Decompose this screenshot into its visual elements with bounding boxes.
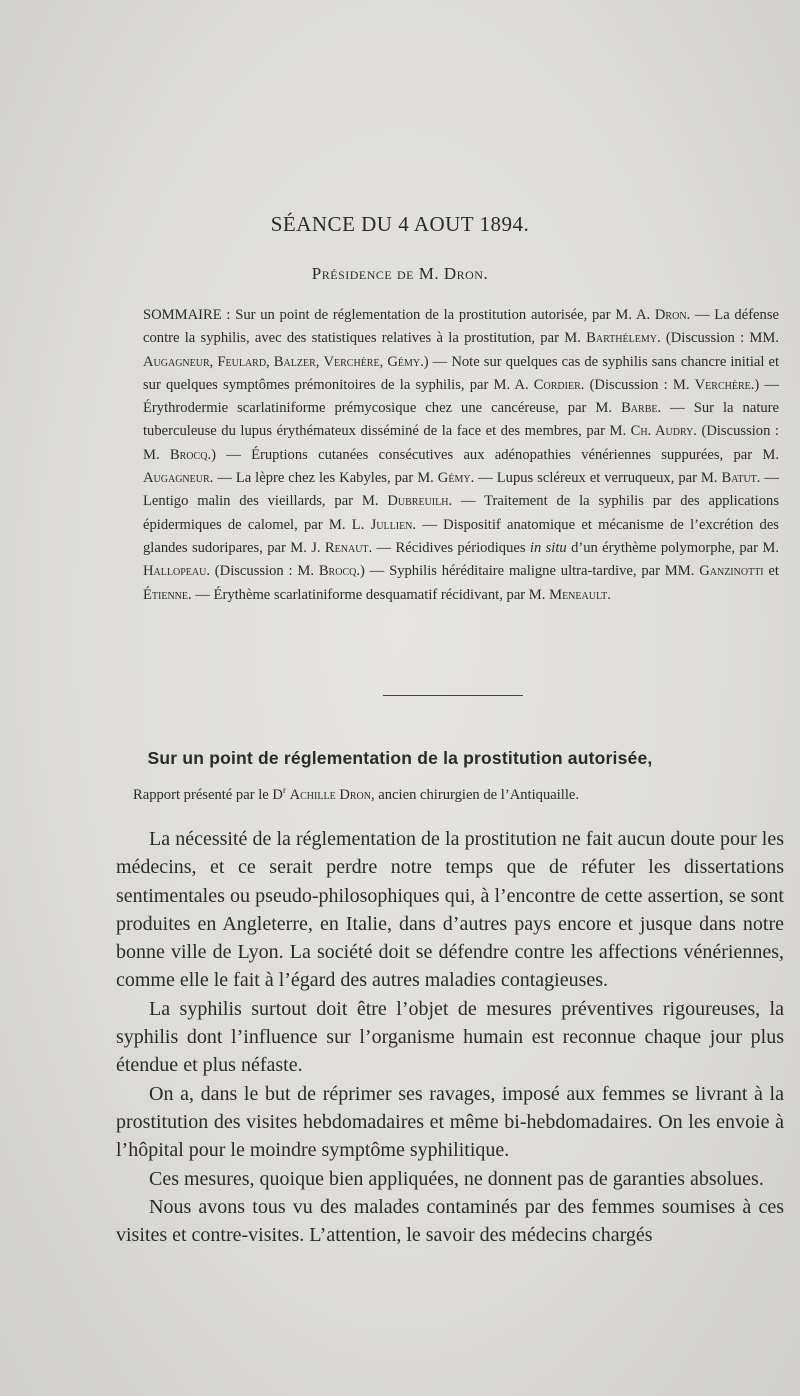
sommaire-text: . — La lèpre chez les Kabyles, par M.	[209, 470, 438, 487]
sommaire-text: SOMMAIRE : Sur un point de réglementation de la prostitution autorisée, par M. A.	[143, 307, 655, 323]
author-name: Brocq	[318, 563, 357, 580]
sommaire-text: . — Lentigo malin des vieillards, par M.	[143, 470, 780, 510]
sommaire-text: ,	[266, 353, 274, 370]
article-body	[116, 825, 784, 1249]
author-name: Feulard	[217, 353, 267, 370]
sommaire-text: d’un érythème polymorphe, par M.	[566, 539, 779, 556]
author-name: Augagneur	[143, 353, 210, 370]
author-name: Barbe	[621, 400, 658, 417]
author-name: Balzer	[273, 353, 316, 370]
author-name: Verchère	[694, 376, 751, 393]
author-name: Renaut	[324, 539, 369, 556]
author-name: Dron	[654, 307, 687, 323]
sommaire-text: ,	[379, 353, 388, 370]
body-paragraph: On a, dans le but de réprimer ses ravages, imposé aux femmes se livrant à la prostitution des visites hebdomadaires et même bi-hebdomadaires. On les envoie à l’hôpital pour le moindre symptôme syphilitique.	[116, 1082, 784, 1162]
author-name: Augagneur	[143, 470, 210, 487]
body-paragraph: Ces mesures, quoique bien appliquées, ne donnent pas de garanties absolues.	[149, 1167, 764, 1190]
sommaire-paragraph	[143, 304, 779, 607]
section-divider	[383, 695, 523, 696]
sommaire-text: .) — Note sur quelques cas de syphilis sans chancre initial et sur quelques symptômes prémonitoires de la syphilis, par M. A.	[143, 353, 780, 393]
sommaire-text: . (Discussion : MM.	[656, 330, 780, 347]
rapport-prefix: Rapport présenté par le D	[133, 786, 283, 803]
sommaire-text: . — Sur la nature tuberculeuse du lupus érythémateux disséminé de la face et des membres, par M.	[143, 400, 780, 440]
author-name: Barthélemy	[586, 330, 657, 347]
presidence-line: Présidence de M. Dron.	[311, 264, 489, 283]
sommaire-text: . (Discussion : M.	[580, 376, 695, 393]
article-title: Sur un point de réglementation de la prostitution autorisée,	[147, 748, 653, 768]
session-title: SÉANCE DU 4 AOUT 1894.	[270, 212, 530, 236]
sommaire-text: . — Lupus scléreux et verruqueux, par M.	[470, 470, 722, 487]
body-paragraph: Nous avons tous vu des malades contaminés par des femmes soumises à ces visites et contre-visites. L’attention, le savoir des médecins chargés	[116, 1195, 784, 1247]
sommaire-text: .	[607, 586, 611, 603]
author-name: Gémy	[437, 470, 471, 487]
author-name: Étienne	[143, 586, 189, 603]
sommaire-text: .) — Éruptions cutanées consécutives aux adénopathies vénériennes suppurées, par M.	[207, 446, 779, 463]
sommaire-text: . — La défense contre la syphilis, avec des statistiques relatives à la prostitution, par M.	[143, 307, 779, 347]
author-name: Hallopeau	[143, 563, 207, 580]
sommaire-text: . (Discussion : M.	[206, 563, 319, 580]
body-paragraph: La nécessité de la réglementation de la prostitution ne fait aucun doute pour les médecins, et ce serait perdre notre temps que de réfuter les dissertations sentimentales ou pseudo-philosophiques qui, à l’encontre de cette assertion, se sont produites en Angleterre, en Italie, dans d’autres pays encore et jusque dans notre bonne ville de Lyon. La société doit se défendre contre les affections vénériennes, comme elle le fait à l’égard des autres maladies contagieuses.	[116, 828, 784, 992]
rapport-line	[133, 785, 783, 804]
author-name: Batut	[721, 470, 757, 487]
author-name: Ganzinotti	[699, 563, 764, 580]
italic-text: in situ	[529, 539, 567, 556]
rapport-suffix: , ancien chirurgien de l’Antiquaille.	[370, 786, 580, 803]
sommaire-text: .) — Érythrodermie scarlatiniforme prémycosique chez une cancéreuse, par M.	[143, 376, 779, 417]
author-name: Cordier	[533, 376, 581, 393]
author-name: Gémy	[387, 353, 421, 370]
author-name: Jullien	[370, 516, 413, 533]
author-name: Ch. Audry	[630, 423, 694, 440]
rapport-superscript: r	[282, 785, 286, 795]
sommaire-text: .) — Syphilis héréditaire maligne ultra-tardive, par MM.	[356, 563, 700, 580]
rapport-author: Achille Dron	[289, 786, 371, 803]
sommaire-text: . — Traitement de la syphilis par des applications épidermiques de calomel, par M. L.	[143, 493, 780, 533]
sommaire-text: . — Érythème scarlatiniforme desquamatif récidivant, par M.	[188, 586, 550, 603]
author-name: Verchère	[323, 353, 380, 370]
sommaire-text: . (Discussion : M.	[143, 423, 779, 463]
author-name: Dubreuilh	[387, 493, 449, 510]
author-name: Brocq	[169, 446, 208, 463]
sommaire-text: . — Dispositif anatomique et mécanisme de l’excrétion des glandes sudoripares, par M. J.	[143, 516, 779, 556]
body-paragraph: La syphilis surtout doit être l’objet de mesures préventives rigoureuses, la syphilis dont l’influence sur l’organisme humain est reconnue chaque jour plus étendue et plus néfaste.	[116, 997, 784, 1077]
sommaire-text: . — Récidives périodiques	[368, 539, 530, 556]
sommaire-text: ,	[315, 353, 324, 370]
sommaire-text: ,	[209, 353, 218, 370]
author-name: Meneault	[549, 586, 608, 603]
sommaire-text: et	[763, 563, 779, 580]
